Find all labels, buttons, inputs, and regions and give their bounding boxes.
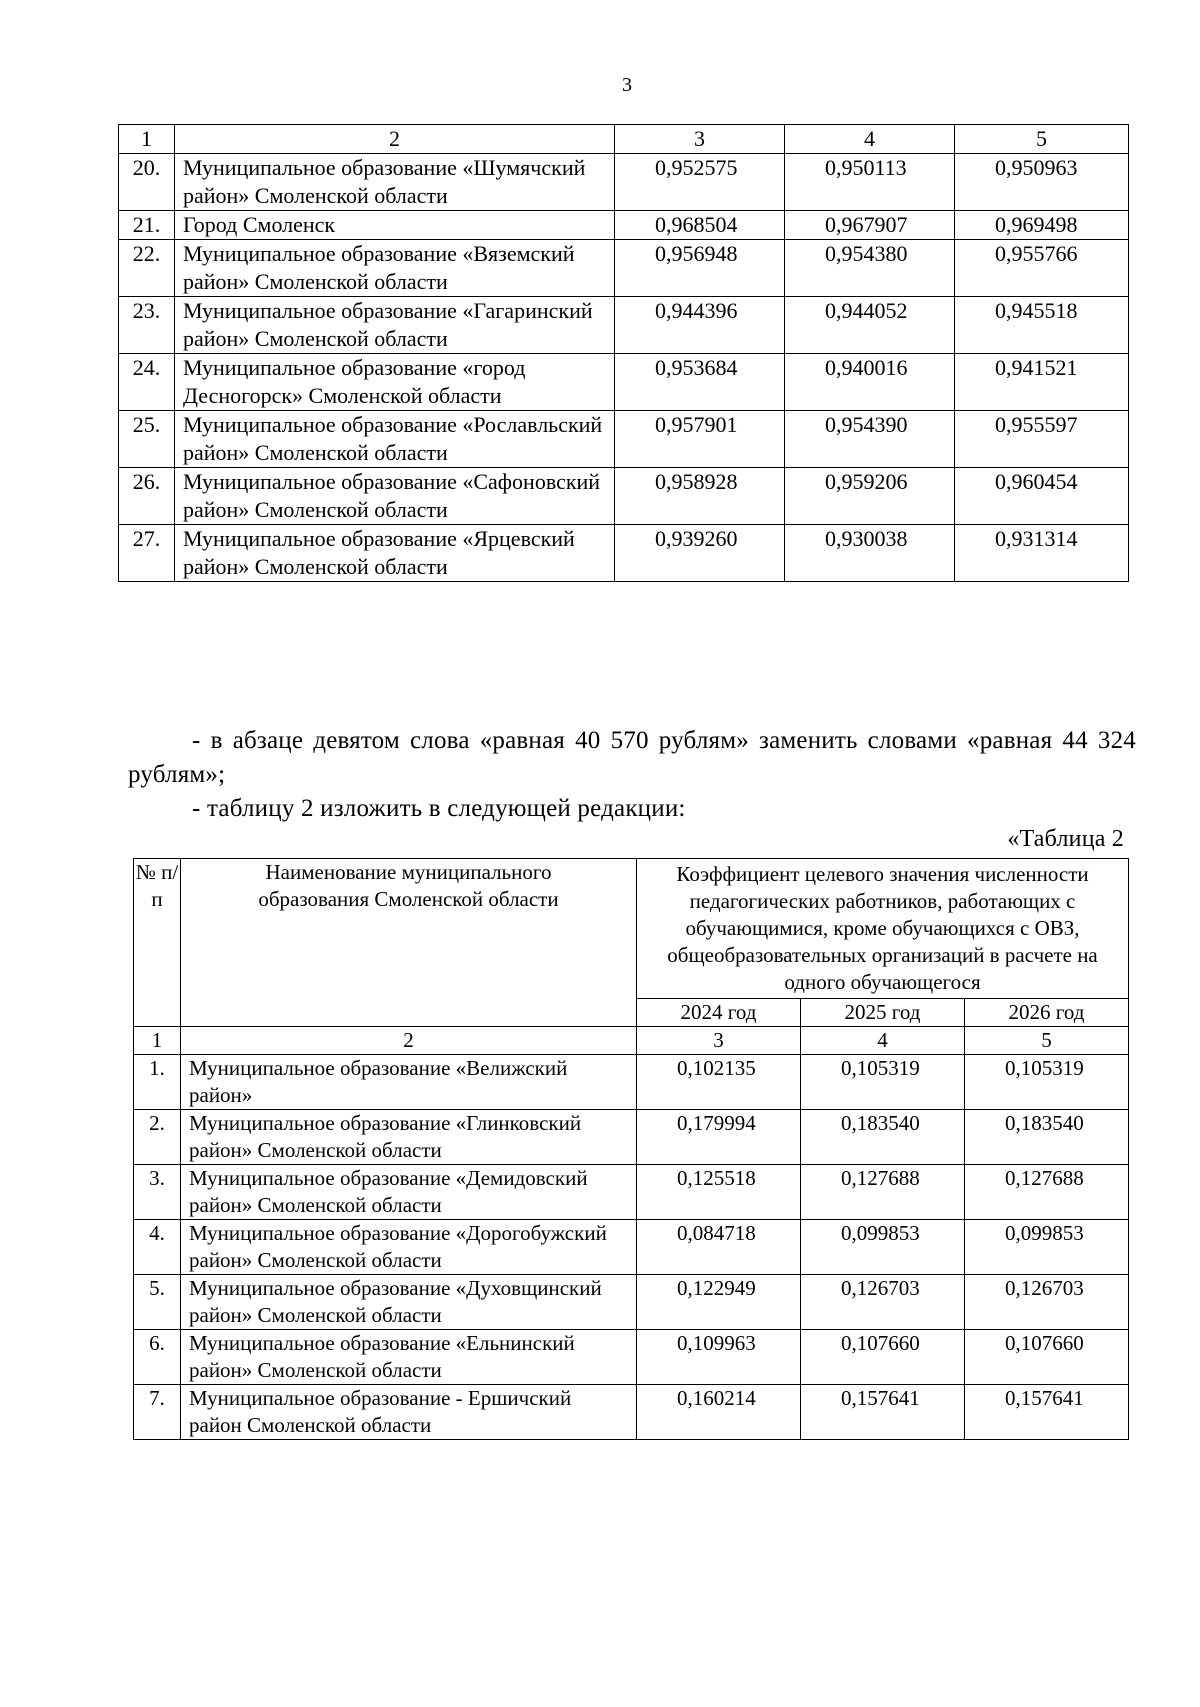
- table-row: [134, 1385, 1129, 1440]
- value-col-4: 0,967907: [785, 211, 955, 240]
- page-number: 3: [622, 74, 632, 96]
- table1-colnum: 4: [785, 125, 955, 154]
- value-col-5: 0,960454: [955, 468, 1129, 525]
- row-number: 4.: [134, 1220, 181, 1275]
- table2-column-number-row: [134, 1027, 1129, 1055]
- row-number: 2.: [134, 1110, 181, 1165]
- value-col-5: 0,955766: [955, 240, 1129, 297]
- table2-year: 2025 год: [801, 999, 965, 1027]
- value-col-4: 0,950113: [785, 154, 955, 211]
- table-row: [119, 468, 1129, 525]
- row-number: 25.: [119, 411, 175, 468]
- municipality-name: Муниципальное образование «Ельнинский район» Смоленской области: [181, 1330, 637, 1385]
- table-row: [119, 211, 1129, 240]
- value-col-4: 0,954380: [785, 240, 955, 297]
- table2-year: 2026 год: [965, 999, 1129, 1027]
- value-col-4: 0,954390: [785, 411, 955, 468]
- value-col-5: 0,099853: [965, 1220, 1129, 1275]
- row-number: 22.: [119, 240, 175, 297]
- value-col-5: 0,941521: [955, 354, 1129, 411]
- row-number: 27.: [119, 525, 175, 582]
- value-col-3: 0,957901: [615, 411, 785, 468]
- value-col-4: 0,944052: [785, 297, 955, 354]
- table1-colnum: 1: [119, 125, 175, 154]
- table-row: [134, 1220, 1129, 1275]
- row-number: 21.: [119, 211, 175, 240]
- value-col-4: 0,157641: [801, 1385, 965, 1440]
- table2-caption: «Таблица 2: [1007, 826, 1124, 852]
- value-col-3: 0,122949: [637, 1275, 801, 1330]
- amendment-paragraph-2: - таблицу 2 изложить в следующей редакции:: [192, 795, 686, 822]
- municipality-name: Муниципальное образование «Вяземский район» Смоленской области: [175, 240, 615, 297]
- table-row: [134, 1275, 1129, 1330]
- value-col-4: 0,126703: [801, 1275, 965, 1330]
- value-col-3: 0,939260: [615, 525, 785, 582]
- table-row: [119, 154, 1129, 211]
- table2-colnum: 2: [181, 1027, 637, 1055]
- value-col-4: 0,099853: [801, 1220, 965, 1275]
- value-col-5: 0,107660: [965, 1330, 1129, 1385]
- coefficient-table-continued: [118, 124, 1129, 582]
- municipality-name: Муниципальное образование «Глинковский район» Смоленской области: [181, 1110, 637, 1165]
- table-row: [119, 354, 1129, 411]
- row-number: 3.: [134, 1165, 181, 1220]
- table-row: [134, 1165, 1129, 1220]
- table-row: [134, 1055, 1129, 1110]
- table2-colnum: 3: [637, 1027, 801, 1055]
- value-col-3: 0,160214: [637, 1385, 801, 1440]
- value-col-5: 0,183540: [965, 1110, 1129, 1165]
- row-number: 20.: [119, 154, 175, 211]
- amendment-paragraph-1: - в абзаце девятом слова «равная 40 570 рублям» заменить словами «равная 44 324 рублям»;: [128, 727, 1136, 788]
- value-col-5: 0,931314: [955, 525, 1129, 582]
- value-col-3: 0,179994: [637, 1110, 801, 1165]
- municipality-name: Муниципальное образование «Дорогобужский район» Смоленской области: [181, 1220, 637, 1275]
- row-number: 1.: [134, 1055, 181, 1110]
- value-col-4: 0,127688: [801, 1165, 965, 1220]
- municipality-name: Муниципальное образование - Ершичский район Смоленской области: [181, 1385, 637, 1440]
- value-col-5: 0,955597: [955, 411, 1129, 468]
- value-col-3: 0,953684: [615, 354, 785, 411]
- value-col-3: 0,944396: [615, 297, 785, 354]
- value-col-4: 0,183540: [801, 1110, 965, 1165]
- value-col-3: 0,109963: [637, 1330, 801, 1385]
- table1-column-number-row: [119, 125, 1129, 154]
- row-number: 7.: [134, 1385, 181, 1440]
- table1-colnum: 5: [955, 125, 1129, 154]
- value-col-4: 0,105319: [801, 1055, 965, 1110]
- municipality-name: Муниципальное образование «Велижский район»: [181, 1055, 637, 1110]
- value-col-4: 0,959206: [785, 468, 955, 525]
- value-col-3: 0,956948: [615, 240, 785, 297]
- municipality-name: Муниципальное образование «Демидовский район» Смоленской области: [181, 1165, 637, 1220]
- value-col-3: 0,968504: [615, 211, 785, 240]
- value-col-4: 0,930038: [785, 525, 955, 582]
- table-row: [119, 240, 1129, 297]
- value-col-5: 0,969498: [955, 211, 1129, 240]
- table-row: [119, 525, 1129, 582]
- value-col-5: 0,950963: [955, 154, 1129, 211]
- row-number: 26.: [119, 468, 175, 525]
- value-col-5: 0,105319: [965, 1055, 1129, 1110]
- municipality-name: Муниципальное образование «Шумячский район» Смоленской области: [175, 154, 615, 211]
- municipality-name: Муниципальное образование «Духовщинский район» Смоленской области: [181, 1275, 637, 1330]
- value-col-5: 0,945518: [955, 297, 1129, 354]
- table2-header-row: [134, 859, 1129, 999]
- table1-colnum: 2: [175, 125, 615, 154]
- coefficient-table-2: [133, 858, 1129, 1440]
- table2-header-number: № п/п: [134, 859, 181, 1027]
- value-col-3: 0,125518: [637, 1165, 801, 1220]
- table-row: [119, 411, 1129, 468]
- table2-colnum: 4: [801, 1027, 965, 1055]
- table2-header-name: Наименование муниципального образования Смоленской области: [181, 859, 637, 1027]
- table1-colnum: 3: [615, 125, 785, 154]
- municipality-name: Муниципальное образование «Сафоновский район» Смоленской области: [175, 468, 615, 525]
- row-number: 24.: [119, 354, 175, 411]
- value-col-5: 0,157641: [965, 1385, 1129, 1440]
- table2-colnum: 5: [965, 1027, 1129, 1055]
- municipality-name: Муниципальное образование «Рославльский район» Смоленской области: [175, 411, 615, 468]
- table-row: [134, 1110, 1129, 1165]
- value-col-3: 0,952575: [615, 154, 785, 211]
- row-number: 23.: [119, 297, 175, 354]
- table-row: [119, 297, 1129, 354]
- table2-colnum: 1: [134, 1027, 181, 1055]
- value-col-3: 0,102135: [637, 1055, 801, 1110]
- value-col-3: 0,084718: [637, 1220, 801, 1275]
- row-number: 5.: [134, 1275, 181, 1330]
- value-col-4: 0,107660: [801, 1330, 965, 1385]
- row-number: 6.: [134, 1330, 181, 1385]
- table-row: [134, 1330, 1129, 1385]
- table2-year: 2024 год: [637, 999, 801, 1027]
- value-col-3: 0,958928: [615, 468, 785, 525]
- municipality-name: Муниципальное образование «город Десногорск» Смоленской области: [175, 354, 615, 411]
- value-col-4: 0,940016: [785, 354, 955, 411]
- table2-header-coefficient: Коэффициент целевого значения численности педагогических работников, работающих с обучающимися, кроме обучающихся с ОВЗ, общеобразовательных организаций в расчете на одного обучающегося: [637, 859, 1129, 999]
- municipality-name: Город Смоленск: [175, 211, 615, 240]
- value-col-5: 0,127688: [965, 1165, 1129, 1220]
- municipality-name: Муниципальное образование «Гагаринский район» Смоленской области: [175, 297, 615, 354]
- value-col-5: 0,126703: [965, 1275, 1129, 1330]
- municipality-name: Муниципальное образование «Ярцевский район» Смоленской области: [175, 525, 615, 582]
